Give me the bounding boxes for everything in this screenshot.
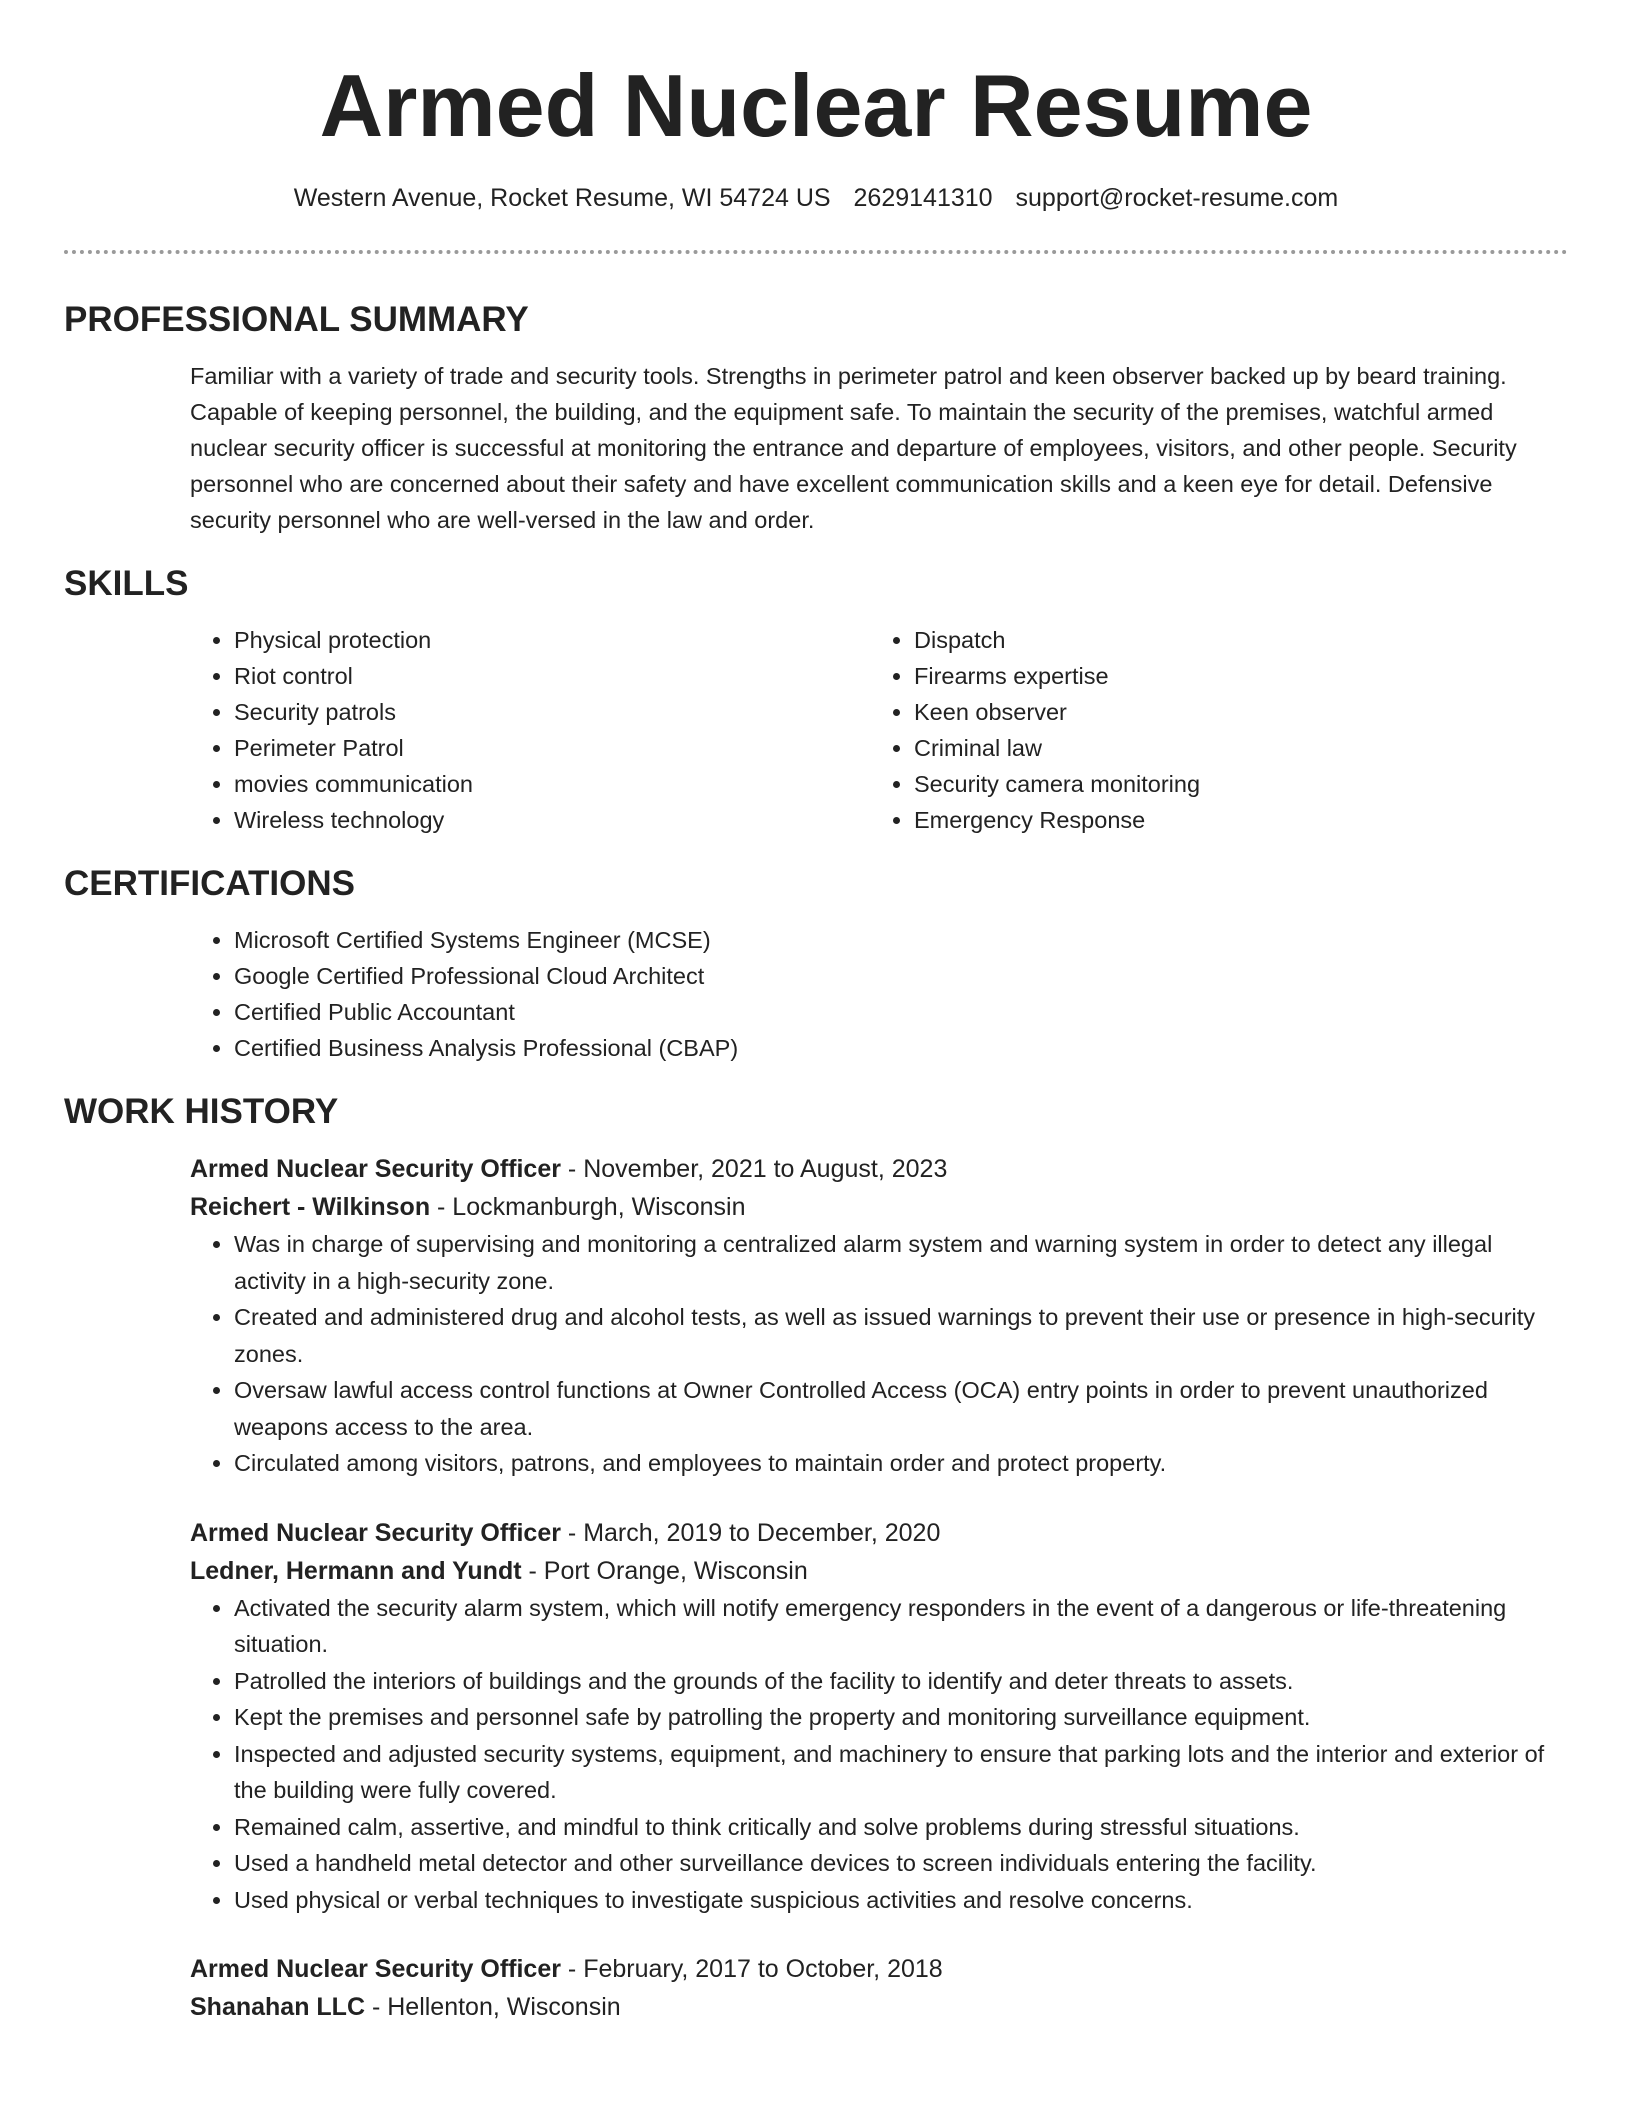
job-title-line: [190, 1150, 1568, 1188]
job-duty-item: • Oversaw lawful access control functions at Owner Controlled Access (OCA) entry points in order to prevent unauthorized weapons access to the area.: [234, 1372, 1568, 1445]
skill-item: • Wireless technology: [234, 802, 870, 838]
contact-line: [0, 180, 1632, 216]
resume-content: [64, 296, 1568, 2058]
skill-item: • Security camera monitoring: [914, 766, 1550, 802]
contact-email: support@rocket-resume.com: [1015, 184, 1339, 212]
job-duty-item: • Activated the security alarm system, which will notify emergency responders in the event of a dangerous or life-threatening situation.: [234, 1590, 1568, 1663]
certification-item: • Certified Business Analysis Professional (CBAP): [234, 1030, 1568, 1066]
job-company: Shanahan LLC: [190, 1993, 366, 2021]
job-duty-item: • Kept the premises and personnel safe by patrolling the property and monitoring surveillance equipment.: [234, 1699, 1568, 1736]
job-duties: [190, 1590, 1568, 1919]
job-duty-item: • Patrolled the interiors of buildings and the grounds of the facility to identify and deter threats to assets.: [234, 1663, 1568, 1700]
job-location: - Hellenton, Wisconsin: [365, 1993, 621, 2021]
summary-heading: PROFESSIONAL SUMMARY: [64, 300, 529, 339]
certifications-heading: CERTIFICATIONS: [64, 864, 356, 903]
job-duty-item: • Was in charge of supervising and monitoring a centralized alarm system and warning system in order to detect any illegal activity in a high-security zone.: [234, 1226, 1568, 1299]
job-role: Armed Nuclear Security Officer: [190, 1155, 561, 1183]
job-dates: - November, 2021 to August, 2023: [560, 1155, 948, 1183]
skill-item: • Dispatch: [914, 622, 1550, 658]
skills-heading: SKILLS: [64, 564, 189, 603]
skill-item: • Keen observer: [914, 694, 1550, 730]
job-duty-item: • Created and administered drug and alcohol tests, as well as issued warnings to prevent their use or presence in high-security zones.: [234, 1299, 1568, 1372]
skill-item: • Emergency Response: [914, 802, 1550, 838]
contact-address: Western Avenue, Rocket Resume, WI 54724 US: [293, 184, 831, 212]
work-history-heading: WORK HISTORY: [64, 1092, 339, 1131]
job-duty-item: • Circulated among visitors, patrons, and employees to maintain order and protect property.: [234, 1445, 1568, 1482]
job-entry: [190, 1514, 1568, 1919]
certification-item: • Certified Public Accountant: [234, 994, 1568, 1030]
job-company: Ledner, Hermann and Yundt: [190, 1556, 522, 1585]
job-location: - Lockmanburgh, Wisconsin: [430, 1193, 746, 1221]
job-company-line: [190, 1988, 1568, 2026]
job-duty-item: • Used a handheld metal detector and other surveillance devices to screen individuals entering the facility.: [234, 1845, 1568, 1882]
job-title-line: [190, 1514, 1568, 1552]
job-title-line: [190, 1950, 1568, 1988]
job-company-line: [190, 1552, 1568, 1590]
skill-item: • movies communication: [234, 766, 870, 802]
summary-text: Familiar with a variety of trade and security tools. Strengths in perimeter patrol and keen observer backed up by beard training. Capable of keeping personnel, the building, and the equipment safe. To maintain the security of the premises, watchful armed nuclear security officer is successful at monitoring the entrance and departure of employees, visitors, and other people. Security personnel who are concerned about their safety and have excellent communication skills and a keen eye for detail. Defensive security personnel who are well-versed in the law and order.: [190, 363, 1517, 533]
certification-item: • Google Certified Professional Cloud Architect: [234, 958, 1568, 994]
contact-phone: 2629141310: [853, 184, 993, 212]
skill-item: • Criminal law: [914, 730, 1550, 766]
job-company-line: [190, 1188, 1568, 1226]
header-divider: [64, 250, 1568, 254]
certification-item: • Microsoft Certified Systems Engineer (MCSE): [234, 922, 1568, 958]
skills-columns: [190, 622, 1568, 838]
job-entry: [190, 1150, 1568, 1482]
job-duties: [190, 1226, 1568, 1482]
skill-item: • Perimeter Patrol: [234, 730, 870, 766]
job-entry: [190, 1950, 1568, 2026]
skills-column-right: [870, 622, 1550, 838]
skill-item: • Riot control: [234, 658, 870, 694]
skills-column-left: [190, 622, 870, 838]
job-company: Reichert - Wilkinson: [190, 1193, 431, 1221]
job-duty-item: • Inspected and adjusted security systems, equipment, and machinery to ensure that parking lots and the interior and exterior of the building were fully covered.: [234, 1736, 1568, 1809]
skill-item: • Firearms expertise: [914, 658, 1550, 694]
job-dates: - February, 2017 to October, 2018: [560, 1955, 943, 1983]
resume-title: Armed Nuclear Resume: [319, 56, 1313, 155]
job-role: Armed Nuclear Security Officer: [190, 1955, 561, 1983]
job-role: Armed Nuclear Security Officer: [190, 1518, 561, 1547]
job-dates: - March, 2019 to December, 2020: [560, 1518, 941, 1547]
skill-item: • Security patrols: [234, 694, 870, 730]
job-location: - Port Orange, Wisconsin: [521, 1556, 808, 1585]
job-duty-item: • Remained calm, assertive, and mindful to think critically and solve problems during stressful situations.: [234, 1809, 1568, 1846]
job-duty-item: • Used physical or verbal techniques to investigate suspicious activities and resolve concerns.: [234, 1882, 1568, 1919]
skill-item: • Physical protection: [234, 622, 870, 658]
certifications-list: [190, 922, 1568, 1066]
